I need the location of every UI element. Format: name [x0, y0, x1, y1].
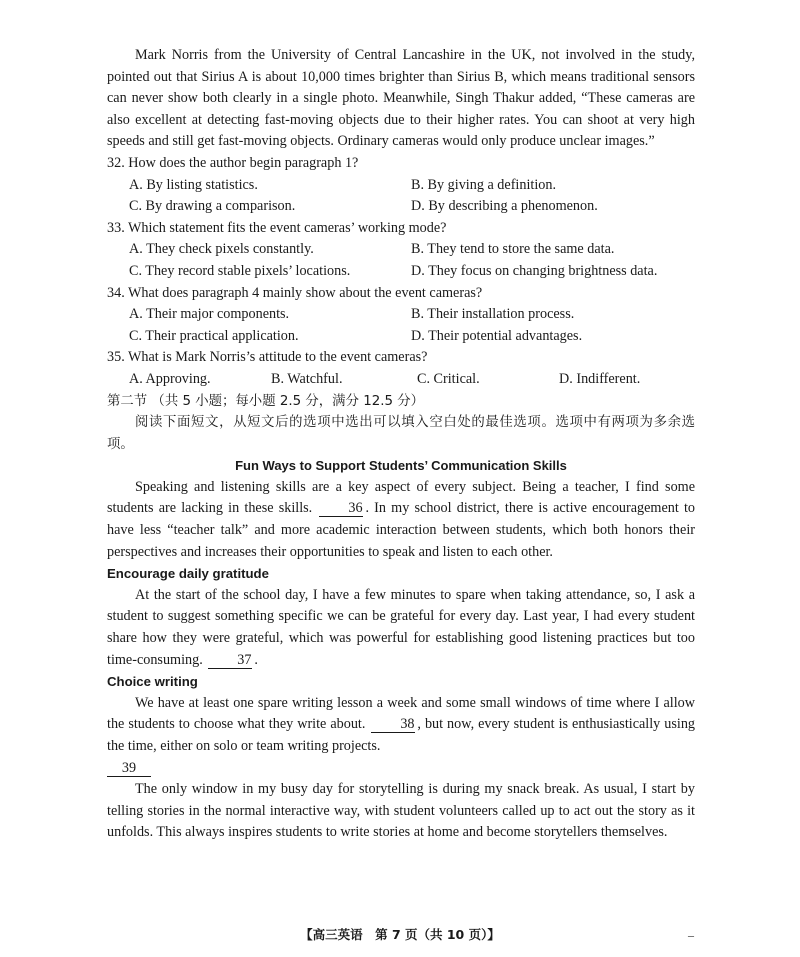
text: At the start of the school day, I have a few minutes to spare when taking attendance, so, I ask a student to suggest something specific we can be grateful for every day. Last year, I had every student share how they were grateful, which was powerful for establishing good listening practices but too time-consuming. — [107, 586, 695, 668]
passage-paragraph: Mark Norris from the University of Central Lancashire in the UK, not involved in the study, pointed out that Sirius A is about 10,000 times brighter than Sirius B, which means traditional sensors can never show both clearly in a single photo. Meanwhile, Singh Thakur added, “These cameras are also excellent at detecting fast-moving objects due to their higher rates. You can shoot at very high speeds and still get fast-moving objects. Ordinary cameras would only produce unclear images.” — [107, 47, 695, 150]
question-stem: 33. Which statement fits the event cameras’ working mode? — [107, 219, 447, 236]
blank-39[interactable]: 39 — [107, 760, 151, 777]
article-paragraph — [107, 693, 695, 758]
option-b: B. They tend to store the same data. — [411, 241, 615, 258]
article-title: Fun Ways to Support Students’ Communication Skills — [235, 458, 567, 474]
blank-36[interactable]: 36 — [319, 500, 363, 517]
blank-38[interactable]: 38 — [371, 716, 415, 733]
article-paragraph — [107, 477, 695, 563]
exam-page — [107, 45, 695, 844]
options — [107, 304, 695, 347]
text: , but now, every student is enthusiastically using the time, either on solo or team writing projects. — [107, 716, 696, 754]
option-b: B. Their installation process. — [411, 306, 575, 323]
corner-mark: – — [688, 928, 694, 942]
options — [107, 175, 695, 218]
question-34 — [107, 283, 695, 348]
page-footer: 【高三英语 第 7 页（共 10 页）】 — [300, 927, 500, 942]
text: We have at least one spare writing lesson a week and some small windows of time where I allow the students to choose what they write about. — [107, 694, 695, 733]
question-32 — [107, 153, 695, 218]
option-d: D. Indifferent. — [559, 370, 641, 387]
question-35 — [107, 347, 695, 390]
article-paragraph: The only window in my busy day for storytelling is during my snack break. As usual, I start by telling stories in the normal interactive way, with student volunteers called up to act out the story as it unfolds. This always inspires students to write stories at home and become storytellers themselves. — [107, 781, 695, 841]
text: Speaking and listening skills are a key aspect of every subject. Being a teacher, I find some students are lacking in these skills. — [107, 478, 695, 517]
section-instructions: 阅读下面短文，从短文后的选项中选出可以填入空白处的最佳选项。选项中有两项为多余选项。 — [107, 415, 695, 452]
option-b: B. Watchful. — [271, 370, 343, 387]
option-d: D. They focus on changing brightness data. — [411, 262, 658, 279]
option-c: C. Their practical application. — [129, 327, 299, 344]
option-c: C. They record stable pixels’ locations. — [129, 262, 351, 279]
blank-37[interactable]: 37 — [208, 652, 252, 669]
blank-39-line — [107, 758, 695, 780]
option-d: D. Their potential advantages. — [411, 327, 583, 344]
question-stem: 35. What is Mark Norris’s attitude to the event cameras? — [107, 349, 428, 366]
article-paragraph — [107, 585, 695, 671]
options — [107, 369, 695, 391]
text: . — [254, 651, 258, 668]
question-33 — [107, 218, 695, 283]
text: . In my school district, there is active encouragement to have less “teacher talk” and more academic interaction between students, which both honors their perspectives and increases their opportunities to speak and listen to each other. — [107, 500, 696, 560]
option-c: C. By drawing a comparison. — [129, 198, 296, 215]
option-b: B. By giving a definition. — [411, 176, 557, 193]
question-stem: 34. What does paragraph 4 mainly show about the event cameras? — [107, 284, 483, 301]
option-a: A. Approving. — [129, 370, 211, 387]
option-a: A. Their major components. — [129, 306, 290, 323]
subheading: Choice writing — [107, 674, 198, 690]
subheading: Encourage daily gratitude — [107, 566, 269, 582]
option-a: A. By listing statistics. — [129, 176, 258, 193]
section-heading: 第二节 （共 5 小题；每小题 2.5 分，满分 12.5 分） — [107, 393, 425, 409]
options — [107, 239, 695, 282]
question-stem: 32. How does the author begin paragraph 1? — [107, 154, 359, 171]
option-a: A. They check pixels constantly. — [129, 241, 314, 258]
option-d: D. By describing a phenomenon. — [411, 198, 598, 215]
option-c: C. Critical. — [417, 370, 480, 387]
